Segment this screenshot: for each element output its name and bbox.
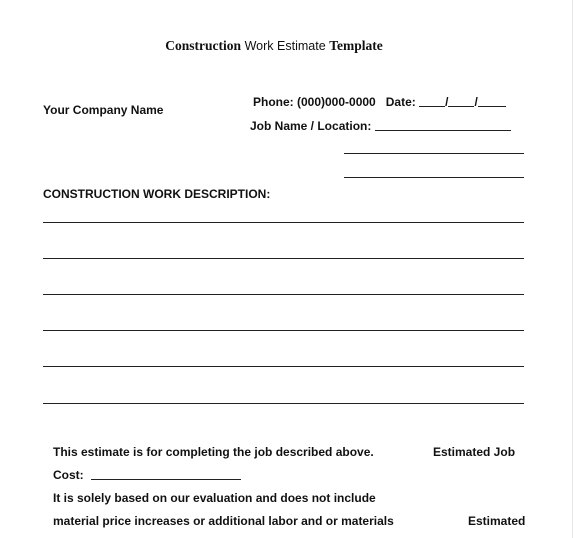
date-year-blank[interactable] [478, 105, 506, 107]
location-line-3[interactable] [344, 177, 524, 178]
description-heading: CONSTRUCTION WORK DESCRIPTION: [43, 187, 271, 201]
terms-line-4: material price increases or additional labor and or materials [53, 514, 394, 528]
title-part-construction: Construction [165, 38, 241, 53]
title-part-template: Template [329, 38, 383, 53]
location-line-2[interactable] [344, 153, 524, 154]
cost-label: Cost: [53, 468, 84, 482]
terms-estimated-job: Estimated Job [433, 445, 516, 459]
job-name-row [250, 119, 511, 133]
cost-row [53, 468, 241, 482]
date-separator: / [474, 95, 478, 109]
date-separator: / [445, 95, 449, 109]
job-name-label: Job Name / Location: [250, 119, 372, 133]
phone-date-row [253, 95, 506, 109]
description-line-5[interactable] [43, 366, 524, 367]
phone-label: Phone: (000)000-0000 [253, 95, 376, 109]
cost-blank[interactable] [91, 478, 241, 480]
description-line-4[interactable] [43, 330, 524, 331]
terms-line-3: It is solely based on our evaluation and does not include [53, 491, 376, 505]
company-name: Your Company Name [43, 103, 164, 117]
date-month-blank[interactable] [419, 105, 445, 107]
title-part-work-estimate: Work Estimate [244, 39, 326, 53]
date-label: Date: [385, 95, 416, 109]
date-day-blank[interactable] [448, 105, 474, 107]
description-line-2[interactable] [43, 258, 524, 259]
terms-line-1: This estimate is for completing the job described above. [53, 445, 374, 459]
description-line-6[interactable] [43, 403, 524, 404]
document-title [0, 38, 548, 54]
description-line-1[interactable] [43, 222, 524, 223]
job-name-blank[interactable] [375, 129, 511, 131]
description-line-3[interactable] [43, 294, 524, 295]
terms-estimated: Estimated [468, 514, 526, 528]
